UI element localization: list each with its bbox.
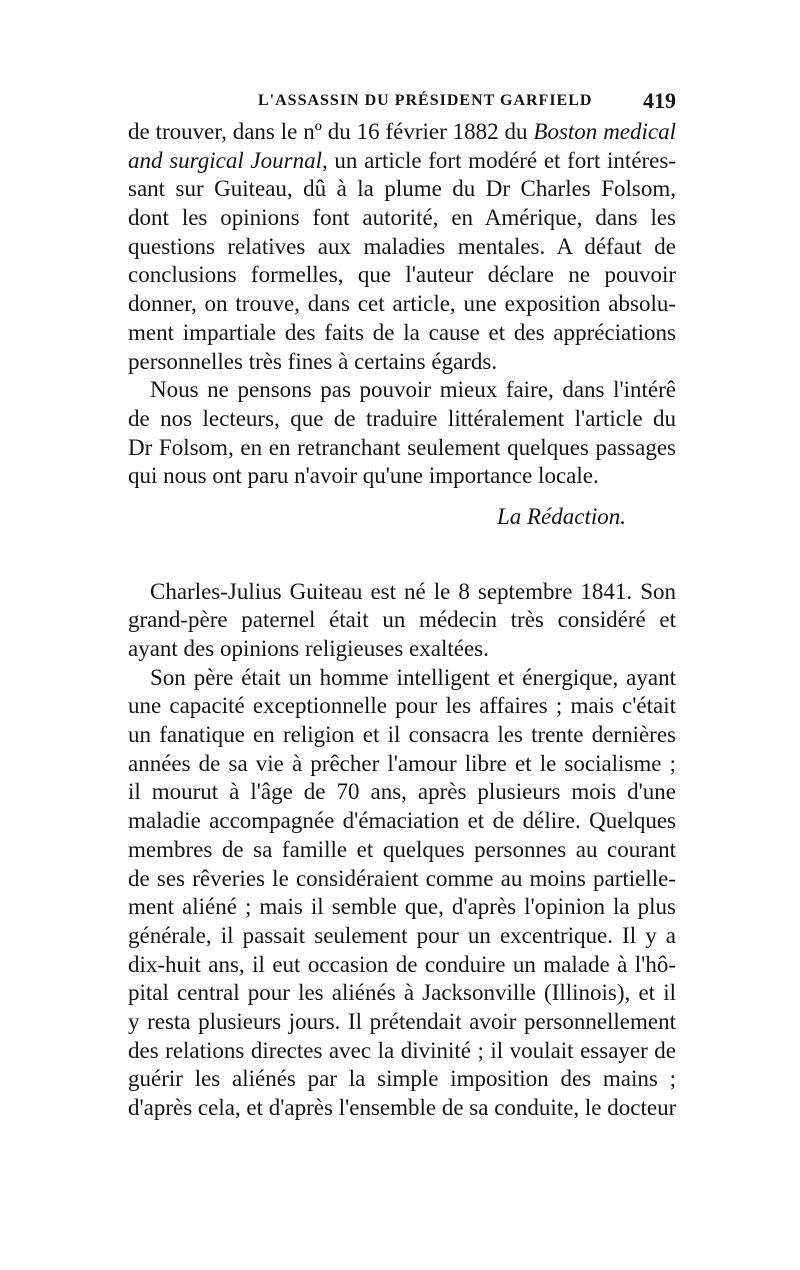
text-line: un fanatique en religion et il consacra les trente dernières [128, 722, 676, 748]
text-line: personnelles très fines à certains égards. [128, 348, 498, 374]
text-line: pital central pour les aliénés à Jacksonville (Illinois), et il [128, 980, 676, 1006]
section-gap [128, 532, 676, 578]
text-line: Dr Folsom, en en retranchant seulement quelques passages [128, 434, 676, 460]
text-line [128, 118, 676, 147]
text-line: Son père était un homme intelligent et énergique, ayant [150, 664, 676, 690]
text-line: générale, il passait seulement pour un excentrique. Il y a [128, 922, 676, 948]
text-line: de ses rêveries le considéraient comme au moins partielle- [128, 865, 676, 891]
text-line: sant sur Guiteau, dû à la plume du Dr Charles Folsom, [128, 176, 676, 202]
journal-title-fragment: and surgical Journal [128, 147, 322, 173]
text-line: Charles-Julius Guiteau est né le 8 septembre 1841. Son [150, 578, 676, 604]
text-line: il mourut à l'âge de 70 ans, après plusieurs mois d'une [128, 779, 676, 805]
text-line: questions relatives aux maladies mentales. A défaut de [128, 233, 676, 259]
text-block [128, 118, 676, 1123]
journal-title-fragment: Boston medical [533, 119, 676, 144]
text-line: dix-huit ans, il eut occasion de conduire un malade à l'hô- [128, 951, 676, 977]
text-line: maladie accompagnée d'émaciation et de délire. Quelques [128, 808, 676, 834]
text-line: ment aliéné ; mais il semble que, d'après l'opinion la plus [128, 894, 676, 920]
text-line: y resta plusieurs jours. Il prétendait avoir personnellement [128, 1008, 676, 1034]
text-line: une capacité exceptionnelle pour les affaires ; mais c'était [128, 693, 676, 719]
text-line: dont les opinions font autorité, en Amérique, dans les [128, 205, 676, 231]
text-line: qui nous ont paru n'avoir qu'une importance locale. [128, 463, 599, 489]
running-title: L'ASSASSIN DU PRÉSIDENT GARFIELD [258, 92, 593, 109]
text-line: guérir les aliénés par la simple imposition des mains ; [128, 1066, 676, 1092]
text-line: donner, on trouve, dans cet article, une exposition absolu- [128, 291, 676, 317]
text-fragment: , un article fort modéré et fort intéres- [321, 147, 676, 173]
text-line: d'après cela, et d'après l'ensemble de sa conduite, le docteur [128, 1095, 677, 1120]
text-line: conclusions formelles, que l'auteur déclare ne pouvoir [128, 262, 676, 288]
text-line [128, 147, 676, 176]
text-line: des relations directes avec la divinité ; il voulait essayer de [128, 1037, 676, 1063]
text-line: ment impartiale des faits de la cause et des appréciations [128, 319, 676, 345]
text-line: ayant des opinions religieuses exaltées. [128, 636, 489, 661]
text-line: de nos lecteurs, que de traduire littéralement l'article du [128, 405, 676, 431]
text-line: Nous ne pensons pas pouvoir mieux faire, dans l'intérê [150, 377, 676, 403]
text-line: membres de sa famille et quelques personnes au courant [128, 836, 676, 862]
text-line: années de sa vie à prêcher l'amour libre et le socialisme ; [128, 750, 676, 776]
text-fragment: de trouver, dans le nº du 16 février 1882 du [128, 119, 534, 144]
signature: La Rédaction. [496, 503, 626, 529]
text-line: grand-père paternel était un médecin très considéré et [128, 607, 676, 633]
page-number: 419 [643, 88, 676, 113]
running-head [120, 88, 676, 116]
